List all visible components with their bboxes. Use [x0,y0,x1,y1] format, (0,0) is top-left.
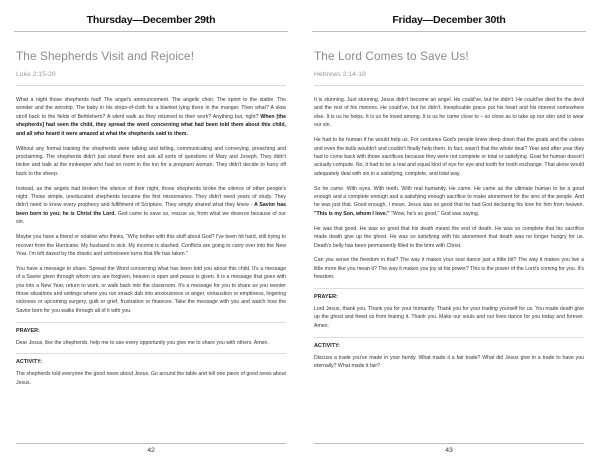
activity-label: ACTIVITY: [16,353,286,365]
paragraph: Can you sense the freedom in that? The way it makes your soul dance just a little bit? The way it makes you live a little more like you mean it? The way it makes you joy at his power? This is the power of the Lord's coming for you. It's freedom. [314,257,584,281]
right-page [300,0,600,463]
paragraph: Without any formal training the shepherds were talking and telling, communicating and conveying, preaching and proclaiming. The shepherds didn't just stand there and ask all sorts of questions of Mary and Joseph. They didn't bicker and balk at the innkeeper who had no room in the inn for a pregnant woman. They didn't decide to hurry off back to the sheep. [16,145,286,177]
devotion-title: The Lord Comes to Save Us! [314,49,469,63]
prayer-label: PRAYER: [16,322,286,334]
paragraph [314,185,584,219]
paragraph [16,96,286,138]
page-number: 42 [16,443,286,454]
paragraph-text: What a night those shepherds had! The angel's announcement. The angelic choir. The sprint to the stable. The wonder and the worship. The baby in his strips-of-cloth for a blanket lying there in the manger. Then what? A slow stroll back to the fields of Bethlehem? A silent walk as they returned to their work? Anything but, right? [16,97,286,120]
scripture-reference: Hebrews 2:14-18 [314,71,584,86]
activity-text: The shepherds told everyone the good news about Jesus. Go around the table and tell one piece of good news about Jesus. [16,371,286,386]
scripture-quote: "This is my Son, whom I love." [314,210,390,217]
activity-text: Discuss a trade you've made in your family. What made it a fair trade? What did Jesus give in a trade to have you eternally? What made it fair? [314,354,584,370]
scripture-quote: When [the shepherds] had seen the child, they spread the word concerning what had been told them about this child, and all who heard it were amazed at what the shepherds said to them. [16,113,287,137]
paragraph: He had to be human if he would help us. For centuries God's people knew deep down that the goats and the calves and even the bulls wouldn't and couldn't finally help them. In fact, wasn't that the whole deal? Year and after year they had to come back with those sacrifices because they were not complete or total or satisfying. Goat for human doesn't actually compute. No, it had to be a real and equal kind of eye for eye and tooth for tooth exchange. That alone would adequately deal with sin in a satisfying, complete, and total way. [314,137,584,177]
scripture-reference: Luke 2:15-20 [16,71,286,86]
paragraph-text: God came to save us, rescue us, from what we deserve because of our sin. [16,210,287,226]
devotion-body [16,96,286,387]
day-header: Thursday—December 29th [14,14,288,32]
paragraph-text: Instead, as the angels had broken the silence of their night, those shepherds broke the silence of other people's night. Those simple, uneducated shepherds became the first missionaries. They didn't need years of study. They didn't need to know every prophecy and fulfillment of Scripture. They simply shared what they knew - [16,185,286,209]
activity-label: ACTIVITY: [314,337,584,349]
paragraph [16,185,286,227]
prayer-text: Dear Jesus, like the shepherds, help me to use every opportunity you give me to share you with others. Amen. [16,339,269,346]
scripture-quote: A Savior has been born to you; he is Christ the Lord. [16,202,286,217]
devotion-body [314,96,584,370]
paragraph: You have a message to share. Spread the Word concerning what has been told you about this child. It's a message of a Savior given through whom sins are forgiven, heaven is open and peace is given. It is a message that goes with you into a New Year, return to work, or walk back into the classroom. It's a message for you to share as you reenter those situations and settings where you run smack dab into anxiousness or anger, exhaustion or emptiness, lingering sickness or upcoming surgery, guilt or grief, frustration or finances. Take the message with you and watch how the Savior born for you walks through all of it with you. [16,265,286,314]
prayer-label: PRAYER: [314,288,584,300]
paragraph: It is stunning. Just stunning. Jesus didn't become an angel. He could've, but he didn't. He could've died for the devil and the rest of his minions. He could've, but he didn't. Inexplicable grace put his heart and his interest somewhere else. It is us he helps. It is us he loved among. It is us he came close to – so close as to take up our skin and to wear our sin. [314,97,584,129]
page-number: 43 [314,443,584,454]
devotion-title: The Shepherds Visit and Rejoice! [16,49,195,63]
paragraph-text: So he came. With eyes. With teeth. With real humanity. He came. He came as the ultimate human to be a good enough and a complete enough and a satisfying enough sacrifice to make atonement for the sins of the people. And he was just that. Good enough, I mean. Jesus was so good that he had God declaring his love for him from heaven. [314,185,584,209]
paragraph: He was that good. He was so good that his death meant the end of death. He was so complete that his sacrifice made death give up the ghost. He was so satisfying with his atonement that death was no longer hungry for us. Death's belly has been permanently filled to the brim with Christ. [314,225,584,249]
paragraph: Maybe you have a friend or relative who thinks, "Why bother with this stuff about God? I've been hit hard, still trying to recover from the Hurricane. My husband is sick. My income is slashed. Conflicts are going to carry over into the New Year. I'm left dazed by the drastic and unforeseen turns that life has taken." [16,234,286,257]
paragraph-text: "Wow, he's so good," God was saying. [389,210,480,217]
day-header: Friday—December 30th [312,14,586,32]
prayer-text: Lord Jesus, thank you. Thank you for your humanity. Thank you for your trading yourself for us. You made death give up the ghost and freed us from fearing it. Thank you. Make our souls and our lives dance for you today and forever. Amen. [314,305,584,329]
